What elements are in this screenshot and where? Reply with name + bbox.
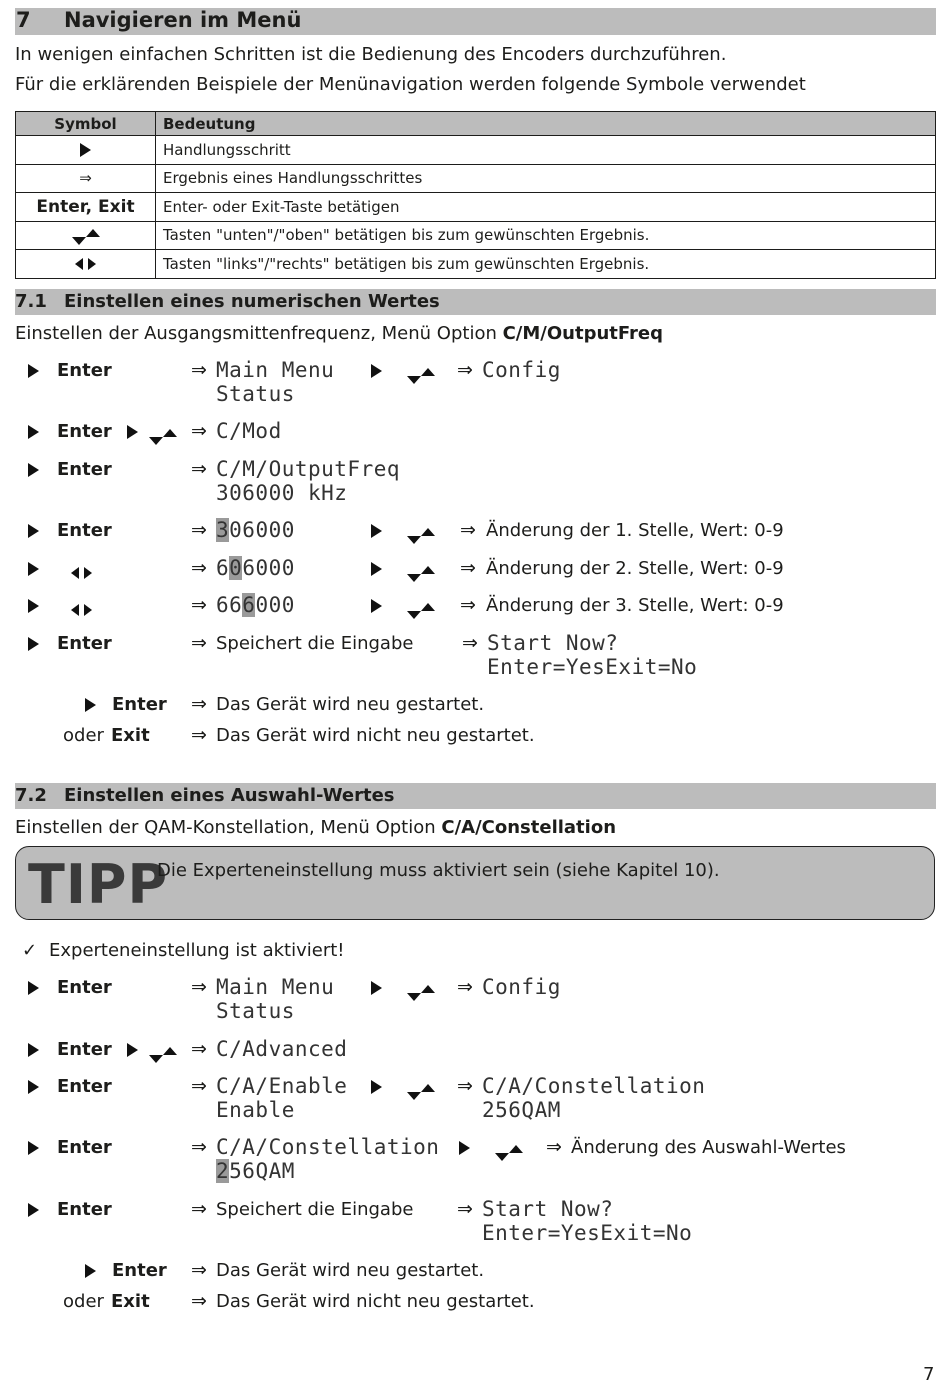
play-triangle-icon <box>80 143 91 157</box>
section-7-number: 7 <box>16 8 31 32</box>
tipp-text: Die Experteneinstellung muss aktiviert sein (siehe Kapitel 10). <box>157 860 720 881</box>
section-7-1-description <box>15 323 663 344</box>
left-right-arrows-icon <box>71 562 92 581</box>
section-7-1-title: Einstellen eines numerischen Wertes <box>64 291 440 312</box>
step-icon <box>127 1043 138 1057</box>
meaning-cell: Tasten "unten"/"oben" betätigen bis zum gewünschten Ergebnis. <box>156 221 936 250</box>
lcd-line: C/A/Enable <box>216 1074 348 1098</box>
section-7-2-number: 7.2 <box>15 785 47 806</box>
section-7-heading-bar <box>15 8 936 35</box>
exit-key: Exit <box>111 725 150 746</box>
lcd-line: 256QAM <box>482 1098 561 1122</box>
result-arrow: ⇒ <box>457 1075 473 1097</box>
step-icon <box>28 562 39 576</box>
cursor-digit: 6 <box>242 593 256 617</box>
lcd-line: Start Now? <box>482 1197 614 1221</box>
lcd-line: 666000 <box>216 593 295 617</box>
lcd-line: Main Menu <box>216 975 335 999</box>
enter-key: Enter <box>57 360 112 381</box>
down-up-arrows-icon <box>407 561 435 582</box>
enter-key: Enter <box>57 977 112 998</box>
down-up-arrows-icon <box>149 424 177 445</box>
cursor-digit: 0 <box>229 556 243 580</box>
lcd-line: Start Now? <box>487 631 619 655</box>
result-arrow: ⇒ <box>460 519 476 541</box>
result-arrow: ⇒ <box>546 1136 562 1158</box>
step-result: Änderung der 2. Stelle, Wert: 0-9 <box>486 558 784 579</box>
lcd-line: Status <box>216 999 295 1023</box>
result-arrow: ⇒ <box>191 693 207 715</box>
tipp-label: TIPP <box>28 853 169 916</box>
intro-line-1: In wenigen einfachen Schritten ist die Bedienung des Encoders durchzuführen. <box>15 44 727 65</box>
symbol-cell <box>16 221 156 250</box>
down-up-arrows-icon <box>495 1140 523 1161</box>
down-up-arrows-icon <box>407 523 435 544</box>
down-up-arrows-icon <box>149 1042 177 1063</box>
symbol-cell: ⇒ <box>16 164 156 193</box>
table-row <box>16 221 936 250</box>
step-icon <box>459 1141 470 1155</box>
step-icon <box>28 637 39 651</box>
step-result: Das Gerät wird neu gestartet. <box>216 694 485 715</box>
lcd-line: C/A/Constellation <box>482 1074 706 1098</box>
section-7-1-number: 7.1 <box>15 291 47 312</box>
lcd-line: C/A/Constellation <box>216 1135 440 1159</box>
symbol-cell <box>16 250 156 279</box>
step-icon <box>28 425 39 439</box>
step-result: Das Gerät wird neu gestartet. <box>216 1260 485 1281</box>
lcd-line: Enter=YesExit=No <box>482 1221 693 1245</box>
exit-key: Exit <box>111 1291 150 1312</box>
enter-key: Enter <box>57 1039 112 1060</box>
symbol-header: Symbol <box>16 112 156 136</box>
step-result: Speichert die Eingabe <box>216 1199 414 1220</box>
lcd-line: Config <box>482 358 561 382</box>
lcd-line: 256QAM <box>216 1159 295 1183</box>
left-right-arrows-icon <box>71 599 92 618</box>
result-arrow: ⇒ <box>191 724 207 746</box>
result-arrow: ⇒ <box>457 359 473 381</box>
step-icon <box>28 1043 39 1057</box>
table-row <box>16 250 936 279</box>
enter-key: Enter <box>112 1260 167 1281</box>
enter-key: Enter <box>57 1076 112 1097</box>
lcd-line: Main Menu <box>216 358 335 382</box>
result-arrow: ⇒ <box>191 1136 207 1158</box>
meaning-cell: Handlungsschritt <box>156 136 936 165</box>
menu-option: C/M/OutputFreq <box>502 323 664 344</box>
table-row <box>16 136 936 165</box>
section-7-2-description <box>15 817 616 838</box>
cursor-digit: 2 <box>216 1159 230 1183</box>
enter-key: Enter <box>57 633 112 654</box>
step-icon <box>127 425 138 439</box>
symbol-table-header <box>16 112 936 136</box>
or-label: oder <box>63 725 104 746</box>
step-icon <box>85 698 96 712</box>
step-icon <box>28 1080 39 1094</box>
description-text: Einstellen der QAM-Konstellation, Menü Option <box>15 817 442 838</box>
check-icon: ✓ <box>22 940 38 961</box>
table-row <box>16 193 936 222</box>
step-icon <box>28 599 39 613</box>
enter-key: Enter <box>112 694 167 715</box>
lcd-line: Enable <box>216 1098 295 1122</box>
result-arrow: ⇒ <box>462 632 478 654</box>
result-arrow: ⇒ <box>191 458 207 480</box>
step-result: Änderung der 3. Stelle, Wert: 0-9 <box>486 595 784 616</box>
lcd-line: Config <box>482 975 561 999</box>
result-arrow: ⇒ <box>191 594 207 616</box>
lcd-line: 306000 <box>216 518 295 542</box>
result-arrow: ⇒ <box>457 1198 473 1220</box>
result-arrow: ⇒ <box>191 632 207 654</box>
left-right-arrows-icon <box>75 255 96 273</box>
step-result: Änderung des Auswahl-Wertes <box>571 1137 846 1158</box>
lcd-line: Enter=YesExit=No <box>487 655 698 679</box>
result-arrow: ⇒ <box>191 1290 207 1312</box>
step-icon <box>371 562 382 576</box>
lcd-line: C/M/OutputFreq <box>216 457 401 481</box>
section-7-1-heading-bar <box>15 289 936 315</box>
symbol-table <box>15 111 936 279</box>
section-7-2-heading-bar <box>15 783 936 809</box>
step-icon <box>371 364 382 378</box>
meaning-header: Bedeutung <box>156 112 936 136</box>
menu-option: C/A/Constellation <box>441 817 617 838</box>
tipp-box <box>15 846 935 920</box>
step-icon <box>28 981 39 995</box>
step-icon <box>28 524 39 538</box>
result-arrow: ⇒ <box>191 1038 207 1060</box>
lcd-line: C/Advanced <box>216 1037 348 1061</box>
symbol-cell: Enter, Exit <box>16 193 156 222</box>
down-up-arrows-icon <box>407 363 435 384</box>
step-icon <box>371 599 382 613</box>
enter-key: Enter <box>57 1137 112 1158</box>
table-row <box>16 164 936 193</box>
result-arrow: ⇒ <box>460 557 476 579</box>
meaning-cell: Enter- oder Exit-Taste betätigen <box>156 193 936 222</box>
page-number: 7 <box>923 1364 935 1385</box>
result-arrow: ⇒ <box>191 976 207 998</box>
result-arrow: ⇒ <box>191 557 207 579</box>
step-icon <box>371 1080 382 1094</box>
step-result: Änderung der 1. Stelle, Wert: 0-9 <box>486 520 784 541</box>
step-icon <box>28 364 39 378</box>
intro-line-2: Für die erklärenden Beispiele der Menünavigation werden folgende Symbole verwendet <box>15 74 806 95</box>
enter-key: Enter <box>57 520 112 541</box>
step-icon <box>28 463 39 477</box>
section-7-2-title: Einstellen eines Auswahl-Wertes <box>64 785 395 806</box>
lcd-line: C/Mod <box>216 419 282 443</box>
step-result: Das Gerät wird nicht neu gestartet. <box>216 725 535 746</box>
step-icon <box>85 1264 96 1278</box>
down-up-arrows-icon <box>72 225 100 243</box>
check-text: Experteneinstellung ist aktiviert! <box>49 940 345 961</box>
cursor-digit: 3 <box>216 518 230 542</box>
lcd-line: 306000 kHz <box>216 481 348 505</box>
step-result: Das Gerät wird nicht neu gestartet. <box>216 1291 535 1312</box>
step-icon <box>28 1203 39 1217</box>
step-icon <box>371 524 382 538</box>
result-arrow: ⇒ <box>191 420 207 442</box>
lcd-line: 606000 <box>216 556 295 580</box>
section-7-title: Navigieren im Menü <box>64 8 302 32</box>
or-label: oder <box>63 1291 104 1312</box>
meaning-cell: Ergebnis eines Handlungsschrittes <box>156 164 936 193</box>
result-arrow: ⇒ <box>191 359 207 381</box>
description-text: Einstellen der Ausgangsmittenfrequenz, Menü Option <box>15 323 503 344</box>
step-icon <box>371 981 382 995</box>
result-arrow: ⇒ <box>460 594 476 616</box>
enter-key: Enter <box>57 1199 112 1220</box>
symbol-cell <box>16 136 156 165</box>
meaning-cell: Tasten "links"/"rechts" betätigen bis zum gewünschten Ergebnis. <box>156 250 936 279</box>
enter-key: Enter <box>57 459 112 480</box>
result-arrow: ⇒ <box>191 1259 207 1281</box>
result-arrow: ⇒ <box>191 1075 207 1097</box>
step-icon <box>28 1141 39 1155</box>
step-result: Speichert die Eingabe <box>216 633 414 654</box>
result-arrow: ⇒ <box>191 1198 207 1220</box>
down-up-arrows-icon <box>407 980 435 1001</box>
result-arrow: ⇒ <box>191 519 207 541</box>
lcd-line: Status <box>216 382 295 406</box>
down-up-arrows-icon <box>407 598 435 619</box>
enter-key: Enter <box>57 421 112 442</box>
down-up-arrows-icon <box>407 1079 435 1100</box>
result-arrow: ⇒ <box>457 976 473 998</box>
